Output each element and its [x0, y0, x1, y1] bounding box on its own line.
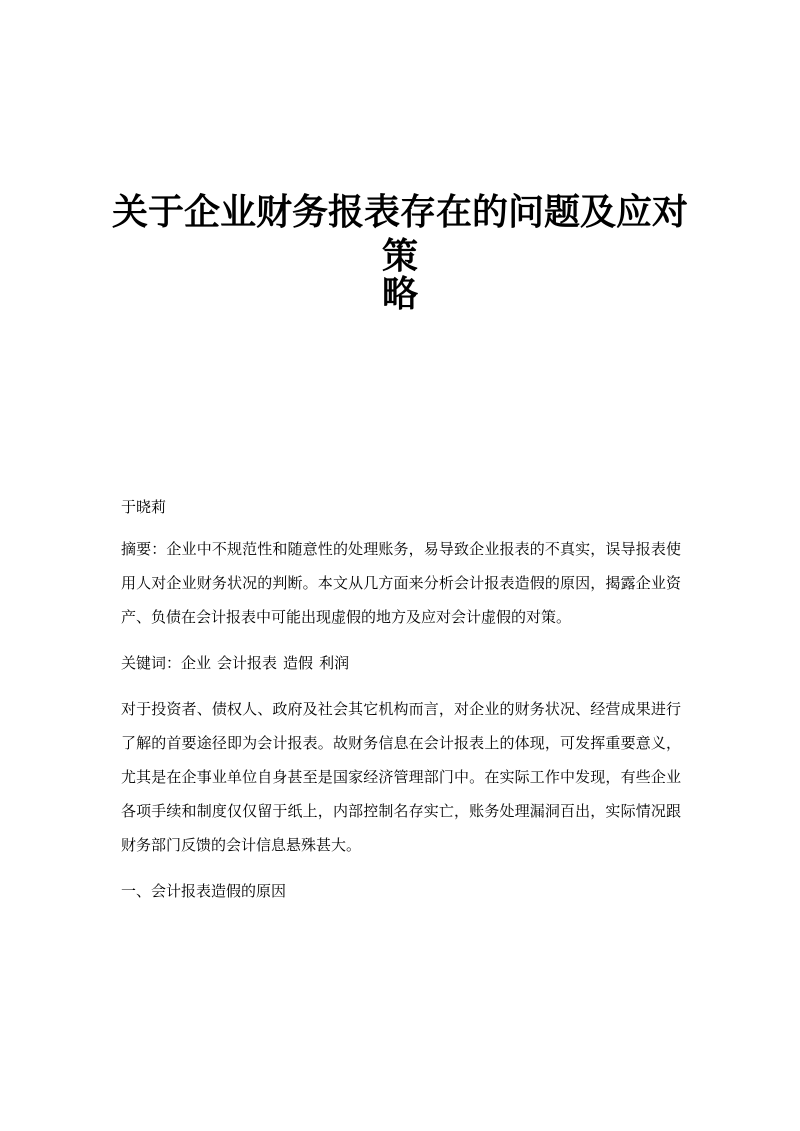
- keyword: 企业: [181, 654, 212, 672]
- abstract-label: 摘要：: [121, 540, 167, 558]
- keywords-label: 关键词：: [121, 654, 182, 672]
- document-title-line-1: 关于企业财务报表存在的问题及应对策: [111, 191, 688, 277]
- document-body: [121, 490, 681, 920]
- section-heading: 一、会计报表造假的原因: [121, 882, 287, 900]
- abstract-text: 企业中不规范性和随意性的处理账务，易导致企业报表的不真实，误导报表使用人对企业财务状况的判断。本文从几方面来分析会计报表造假的原因，揭露企业资产、负债在会计报表中可能出现虚假的地方及应对会计虚假的对策。: [121, 540, 681, 626]
- document-title-line-2: 略: [381, 273, 418, 315]
- intro-paragraph: 对于投资者、债权人、政府及社会其它机构而言，对企业的财务状况、经营成果进行了解的首要途径即为会计报表。故财务信息在会计报表上的体现，可发挥重要意义，尤其是在企事业单位自身甚至是国家经济管理部门中。在实际工作中发现，有些企业各项手续和制度仅仅留于纸上，内部控制名存实亡，账务处理漏洞百出，实际情况跟财务部门反馈的会计信息悬殊甚大。: [121, 700, 681, 854]
- keyword: 利润: [319, 654, 350, 672]
- author-name: 于晓莉: [121, 498, 167, 516]
- keyword: 会计报表: [217, 654, 278, 672]
- abstract-paragraph: [121, 532, 681, 634]
- keywords-line: [121, 646, 681, 680]
- keyword: 造假: [283, 654, 314, 672]
